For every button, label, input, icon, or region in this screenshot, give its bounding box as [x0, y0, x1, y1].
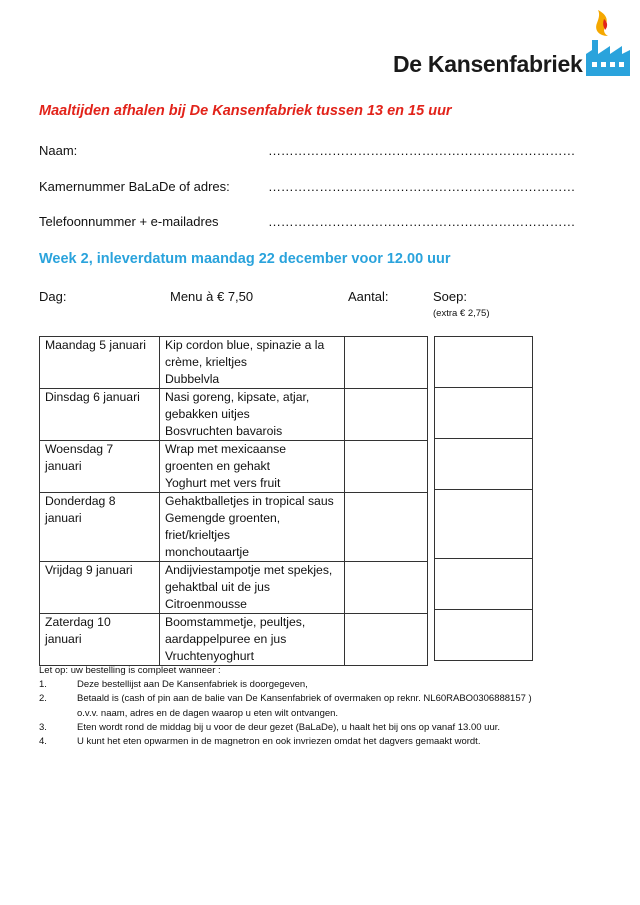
day-cell: Dinsdag 6 januari	[40, 389, 160, 441]
table-row	[40, 614, 428, 666]
soup-cell[interactable]	[435, 337, 533, 388]
table-row	[40, 389, 428, 441]
factory-flame-logo-icon	[582, 6, 634, 76]
name-field[interactable]: ………………………………………………………………	[268, 143, 576, 158]
soup-cell[interactable]	[435, 490, 533, 559]
note-item-continued: o.v.v. naam, adres en de dagen waarop u eten wilt ontvangen.	[77, 707, 339, 719]
name-label: Naam:	[39, 143, 78, 158]
soup-cell[interactable]	[435, 559, 533, 610]
amount-cell[interactable]	[345, 337, 428, 389]
table-row	[40, 493, 428, 562]
day-cell: Woensdag 7 januari	[40, 441, 160, 493]
note-item: 4. U kunt het eten opwarmen in de magnetron en ook invriezen omdat het dagvers gemaakt wordt.	[39, 736, 481, 748]
table-row	[40, 337, 428, 389]
amount-cell[interactable]	[345, 389, 428, 441]
soup-cell[interactable]	[435, 439, 533, 490]
menu-cell: Gehaktballetjes in tropical saus Gemengde groenten, friet/krieltjes monchoutaartje	[160, 493, 345, 562]
menu-table	[39, 336, 428, 666]
notes-intro: Let op: uw bestelling is compleet wanneer :	[39, 665, 221, 676]
day-cell: Maandag 5 januari	[40, 337, 160, 389]
address-label: Kamernummer BaLaDe of adres:	[39, 179, 230, 194]
menu-cell: Andijviestampotje met spekjes, gehaktbal uit de jus Citroenmousse	[160, 562, 345, 614]
amount-cell[interactable]	[345, 441, 428, 493]
day-cell: Zaterdag 10 januari	[40, 614, 160, 666]
menu-cell: Boomstammetje, peultjes, aardappelpuree en jus Vruchtenyoghurt	[160, 614, 345, 666]
amount-cell[interactable]	[345, 562, 428, 614]
menu-cell: Nasi goreng, kipsate, atjar, gebakken uitjes Bosvruchten bavarois	[160, 389, 345, 441]
table-row	[40, 562, 428, 614]
amount-cell[interactable]	[345, 614, 428, 666]
order-notes	[39, 664, 532, 749]
menu-cell: Kip cordon blue, spinazie a la crème, krieltjes Dubbelvla	[160, 337, 345, 389]
amount-column-header: Aantal:	[348, 289, 389, 304]
note-item: 3. Eten wordt rond de middag bij u voor de deur gezet (BaLaDe), u haalt het bij ons op vanaf 13.00 uur.	[39, 721, 501, 733]
menu-cell: Wrap met mexicaanse groenten en gehakt Yoghurt met vers fruit	[160, 441, 345, 493]
table-row	[40, 441, 428, 493]
logo-wordmark: De Kansenfabriek	[393, 51, 583, 77]
soup-cell[interactable]	[435, 610, 533, 661]
soup-column-header: Soep:	[433, 289, 467, 304]
soup-cell[interactable]	[435, 388, 533, 439]
contact-field[interactable]: ………………………………………………………………	[268, 214, 576, 229]
amount-cell[interactable]	[345, 493, 428, 562]
week-heading: Week 2, inleverdatum maandag 22 december voor 12.00 uur	[39, 251, 451, 267]
menu-column-header: Menu à € 7,50	[170, 289, 254, 304]
note-item: 2. Betaald is (cash of pin aan de balie van De Kansenfabriek of overmaken op reknr. NL60RABO0306888157 )	[39, 693, 532, 705]
pickup-heading: Maaltijden afhalen bij De Kansenfabriek tussen 13 en 15 uur	[39, 103, 452, 119]
note-item: 1. Deze bestellijst aan De Kansenfabriek is doorgegeven,	[39, 679, 308, 691]
day-column-header: Dag:	[39, 289, 67, 304]
soup-price-note: (extra € 2,75)	[433, 308, 490, 319]
day-cell: Donderdag 8 januari	[40, 493, 160, 562]
contact-label: Telefoonnummer + e-mailadres	[39, 214, 219, 229]
soup-table	[434, 336, 533, 661]
day-cell: Vrijdag 9 januari	[40, 562, 160, 614]
address-field[interactable]: ………………………………………………………………	[268, 179, 576, 194]
